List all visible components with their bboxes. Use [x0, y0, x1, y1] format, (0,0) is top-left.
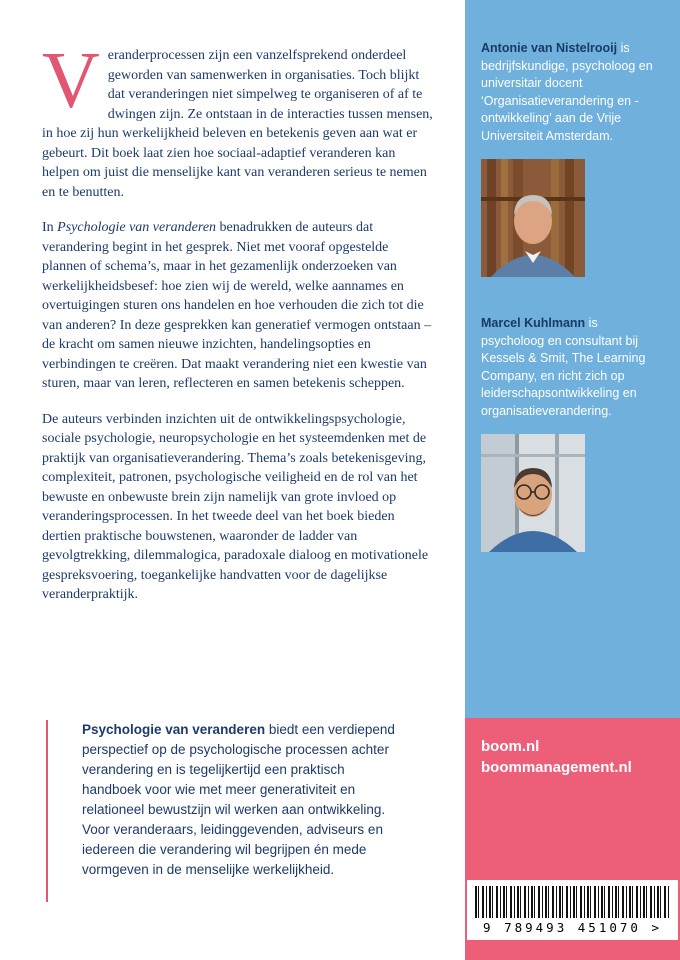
author-1-portrait-graphic: [481, 159, 585, 277]
publisher-url-boommanagement: boommanagement.nl: [481, 759, 632, 776]
author-1-photo: [481, 159, 585, 277]
author-1-bio-text: is bedrijfskundige, psycholoog en universitair docent ‘Organisatieverandering en -ontwikkeling’ aan de Vrije Universiteit Amsterdam.: [481, 41, 653, 143]
author-bio-1: [481, 40, 662, 145]
author-2-portrait-graphic: [481, 434, 585, 552]
blurb-text: biedt een verdiepend perspectief op de psychologische processen achter verandering en is tegelijkertijd een praktisch handboek voor wie met meer generativiteit en relationeel bewustzijn wil werken aan ontwikkeling. Voor veranderaars, leidinggevenden, adviseurs en iedereen die verandering wil begrijpen én mede vormgeven in de menselijke werkelijkheid.: [82, 722, 395, 877]
paragraph-1-text: eranderprocessen zijn een vanzelfsprekend onderdeel geworden van samenwerken in organisaties. Toch blijkt dat veranderingen niet simpelweg te organiseren of af te dwingen zijn. Ze ontstaan in de interacties tussen mensen, in hoe zij hun werkelijkheid beleven en betekenis geven aan wat er gebeurt. Dit boek laat zien hoe sociaal-adaptief veranderen kan helpen om juist die menselijke kant van veranderen serieus te nemen en te benutten.: [42, 48, 433, 200]
blurb-book-title: Psychologie van veranderen: [82, 722, 266, 737]
book-title-italic: Psychologie van veranderen: [57, 220, 217, 235]
paragraph-3: De auteurs verbinden inzichten uit de ontwikkelingspsychologie, sociale psychologie, neuropsychologie en het systeemdenken met de praktijk van organisatieverandering. Thema’s zoals betekenisgeving, complexiteit, patronen, psychologische veiligheid en de rol van het bewuste en onbewuste brein zijn namelijk van grote invloed op veranderingsprocessen. In het tweede deel van het boek bieden dertien praktische bouwstenen, waaronder de ladder van gevolgtrekking, dilemmalogica, paradoxale dialoog en motivationele gespreksvoering, toegankelijke handvatten voor de dagelijkse veranderpraktijk.: [42, 411, 429, 602]
barcode: [467, 880, 678, 940]
author-bio-2: [481, 315, 662, 420]
author-2-name: Marcel Kuhlmann: [481, 316, 586, 330]
dropcap-v: V: [42, 37, 100, 125]
paragraph-2-rest: benadrukken de auteurs dat verandering begint in het gesprek. Niet met vooraf opgestelde plannen of schema’s, maar in het gezamenlijk onderzoeken van werkelijkheidsbesef: hoe zien wij de wereld, welke aannames en overtuigingen sturen ons handelen en hoe verhouden die zich tot die van anderen? In deze gesprekken kan generatief vermogen ontstaan – de kracht om samen nieuwe inzichten, handelingsopties en verbindingen te creëren. Dat maakt verandering niet een kwestie van sturen, maar van leren, reflecteren en samen betekenis scheppen.: [42, 220, 432, 391]
publisher-footer: [465, 718, 680, 960]
barcode-bars: [475, 886, 670, 918]
paragraph-2-pre: In: [42, 220, 58, 235]
author-1-name: Antonie van Nistelrooij: [481, 41, 618, 55]
summary-blurb: [46, 720, 402, 902]
paragraph-2: [42, 218, 434, 394]
author-2-bio-text: is psycholoog en consultant bij Kessels & Smit, The Learning Company, en richt zich op leiderschapsontwikkeling en organisatieverandering.: [481, 316, 646, 418]
publisher-url-boom: boom.nl: [481, 738, 540, 755]
barcode-number: 9 789493 451070 >: [483, 920, 662, 935]
author-sidebar: [465, 0, 680, 718]
author-2-photo: [481, 434, 585, 552]
paragraph-1: [42, 37, 434, 202]
